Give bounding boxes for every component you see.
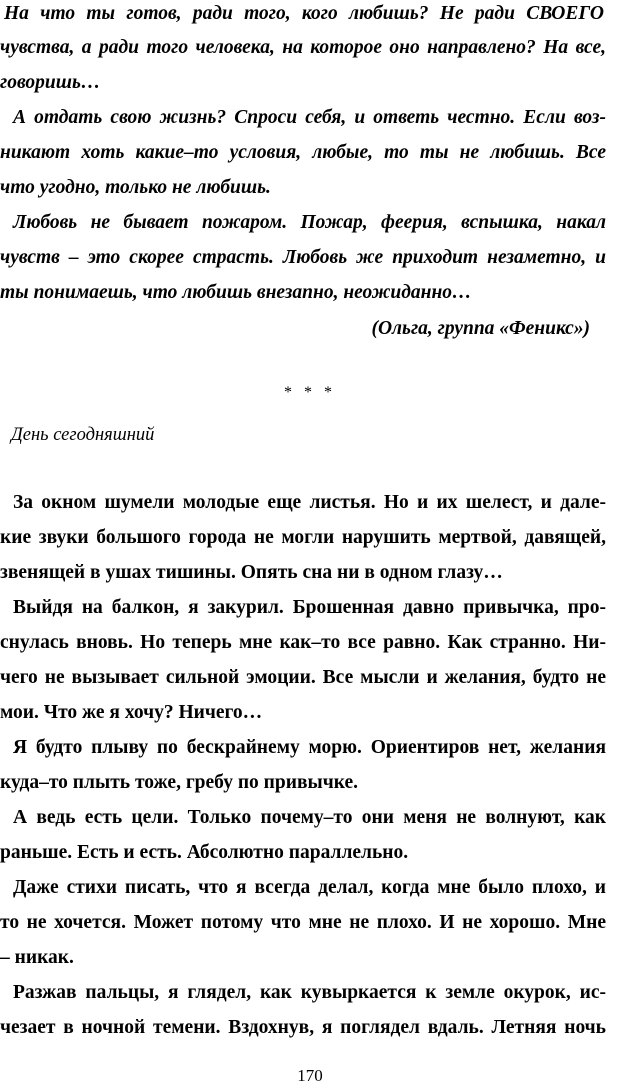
section-title: День сегодняшний [11, 425, 155, 445]
body-line: то не хочется. Может потому что мне не плохо. И не хорошо. Мне [0, 912, 606, 933]
epigraph-line: никают хоть какие–то условия, любые, то ты не любишь. Все [0, 142, 606, 163]
body-line: – никак. [0, 947, 74, 968]
epigraph-line: говоришь… [0, 72, 101, 93]
body-line: куда–то плыть тоже, гребу по привычке. [0, 772, 359, 793]
body-line: чего не вызывает сильной эмоции. Все мысли и желания, будто не [0, 667, 606, 688]
epigraph-line: Любовь не бывает пожаром. Пожар, феерия, вспышка, накал [13, 212, 606, 233]
epigraph-line: что угодно, только не любишь. [0, 177, 271, 198]
epigraph-line: чувств – это скорее страсть. Любовь же приходит незаметно, и [0, 247, 606, 268]
epigraph-line: А отдать свою жизнь? Спроси себя, и ответь честно. Если воз- [13, 107, 606, 128]
page-number: 170 [297, 1066, 323, 1085]
body-line: А ведь есть цели. Только почему–то они меня не волнуют, как [13, 807, 606, 828]
body-line: Даже стихи писать, что я всегда делал, когда мне было плохо, и [13, 877, 606, 898]
body-line: звенящей в ушах тишины. Опять сна ни в одном глазу… [0, 562, 503, 583]
epigraph-line: чувства, а ради того человека, на которое оно направлено? На все, [0, 37, 606, 58]
section-separator: * * * [284, 384, 336, 401]
body-line: Разжав пальцы, я глядел, как кувыркается к земле окурок, ис- [13, 982, 606, 1003]
body-line: Я будто плыву по бескрайнему морю. Ориентиров нет, желания [13, 737, 606, 758]
body-line: чезает в ночной темени. Вздохнув, я поглядел вдаль. Летняя ночь [0, 1017, 606, 1038]
body-line: За окном шумели молодые еще листья. Но и их шелест, и дале- [13, 492, 606, 513]
body-line: снулась вновь. Но теперь мне как–то все равно. Как странно. Ни- [0, 632, 606, 653]
body-line: Выйдя на балкон, я закурил. Брошенная давно привычка, про- [13, 597, 606, 618]
body-line: мои. Что же я хочу? Ничего… [0, 702, 263, 723]
body-line: раньше. Есть и есть. Абсолютно параллельно. [0, 842, 409, 863]
epigraph-line: На что ты готов, ради того, кого любишь? Не ради СВОЕГО [4, 3, 604, 24]
body-line: кие звуки большого города не могли нарушить мертвой, давящей, [0, 527, 606, 548]
epigraph-signature: (Ольга, группа «Феникс») [371, 318, 590, 339]
epigraph-line: ты понимаешь, что любишь внезапно, неожиданно… [0, 282, 472, 303]
